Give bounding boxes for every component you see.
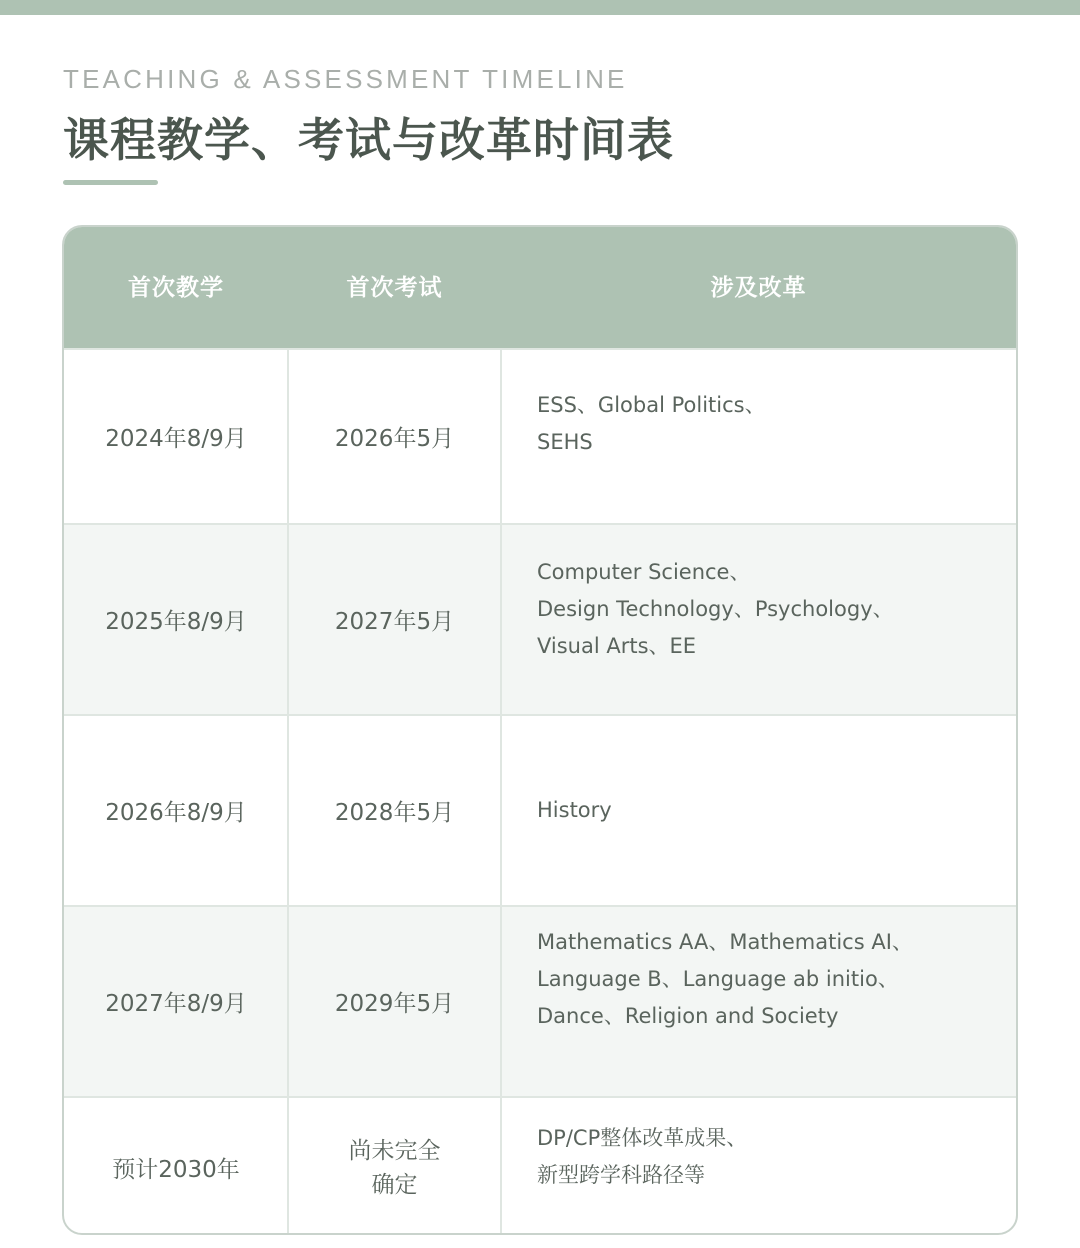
first-exam-cell: 2027年5月: [334, 609, 455, 635]
reforms-cell: [501, 1098, 1016, 1235]
reforms-cell: [501, 716, 1016, 905]
first-exam-cell: 2029年5月: [334, 991, 455, 1017]
title-underline: [63, 180, 158, 185]
page-title: 课程教学、考试与改革时间表: [63, 113, 674, 167]
column-divider: [287, 716, 289, 905]
table-row: [64, 523, 1016, 714]
column-divider: [500, 523, 502, 714]
first-teaching-cell: 2027年8/9月: [105, 991, 247, 1017]
reform-line: History: [537, 798, 612, 822]
reform-line: Design Technology、Psychology、: [537, 597, 894, 621]
table-row: [64, 714, 1016, 905]
timeline-table: [62, 225, 1018, 1235]
first-exam-line: 尚未完全: [348, 1137, 441, 1164]
column-header-first-exam: 首次考试: [346, 275, 443, 301]
column-divider: [500, 716, 502, 905]
first-teaching-cell: 2024年8/9月: [105, 426, 247, 452]
column-divider: [500, 350, 502, 523]
reform-line: Visual Arts、EE: [537, 634, 697, 658]
first-exam-cell: 2026年5月: [334, 426, 455, 452]
reform-line: Language B、Language ab initio、: [537, 967, 899, 991]
section-eyebrow: TEACHING & ASSESSMENT TIMELINE: [63, 64, 628, 94]
column-divider: [500, 905, 502, 1096]
reform-line: 新型跨学科路径等: [537, 1162, 705, 1187]
column-divider: [287, 523, 289, 714]
reform-line: ESS、Global Politics、: [537, 392, 766, 417]
first-teaching-cell: 预计2030年: [112, 1157, 240, 1183]
column-divider: [287, 350, 289, 523]
first-exam-line: 确定: [371, 1171, 418, 1198]
top-accent-bar: [0, 0, 1080, 15]
table-row: [64, 905, 1016, 1096]
table-header: [64, 227, 1016, 349]
column-divider: [287, 905, 289, 1096]
reform-line: DP/CP整体改革成果、: [537, 1125, 748, 1150]
column-header-reforms: 涉及改革: [710, 275, 807, 301]
reform-line: Mathematics AA、Mathematics AI、: [537, 930, 913, 954]
table-row: [64, 1096, 1016, 1235]
column-header-first-teaching: 首次教学: [128, 275, 224, 301]
first-exam-cell: 2028年5月: [334, 800, 455, 826]
table-row: [64, 348, 1016, 523]
reforms-cell: [501, 907, 1016, 1096]
reforms-cell: [501, 350, 1016, 523]
reform-line: Dance、Religion and Society: [537, 1004, 839, 1028]
reform-line: Computer Science、: [537, 560, 751, 584]
first-teaching-cell: 2025年8/9月: [105, 609, 247, 635]
column-divider: [287, 1098, 289, 1235]
first-teaching-cell: 2026年8/9月: [105, 800, 247, 826]
column-divider: [500, 1098, 502, 1235]
reforms-cell: [501, 525, 1016, 714]
first-exam-cell: [288, 1098, 501, 1235]
reform-line: SEHS: [537, 429, 593, 454]
